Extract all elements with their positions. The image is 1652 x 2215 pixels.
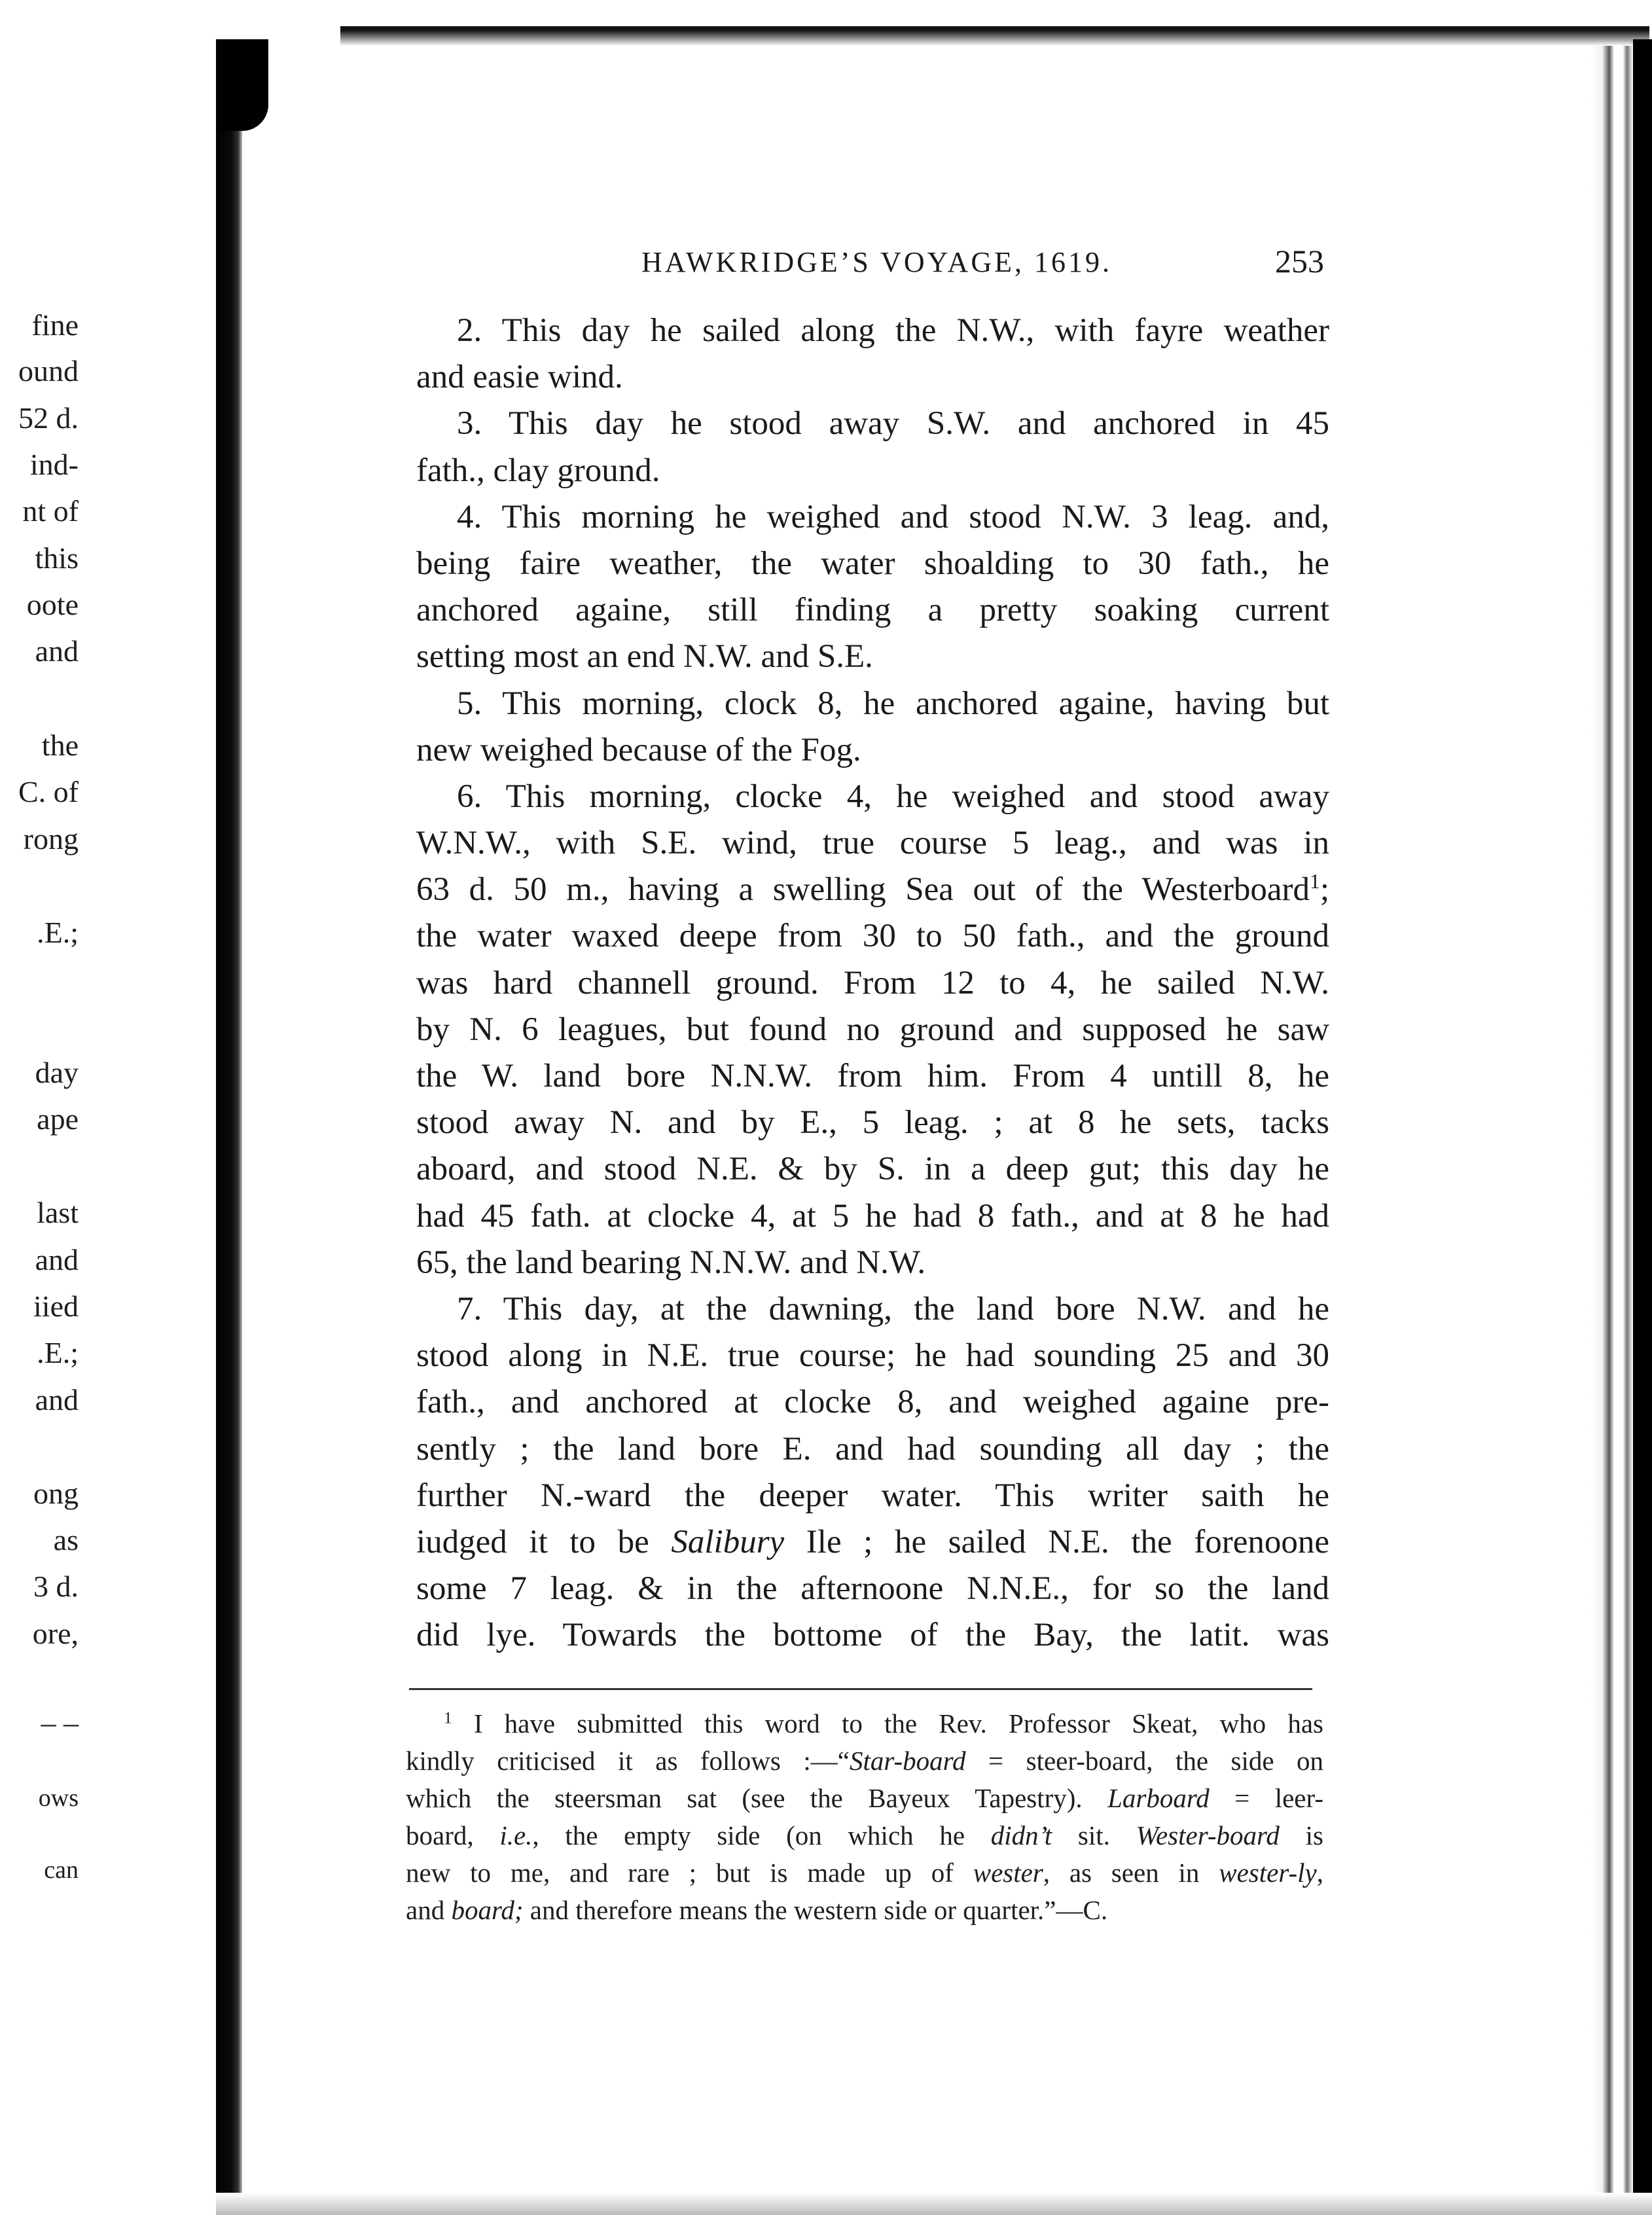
italic-run: board;: [451, 1895, 524, 1925]
footnote-line: [406, 1705, 1323, 1742]
text-run: W.N.W., with S.E. wind, true course 5 leag., and was in: [416, 825, 1329, 862]
text-line: [416, 1379, 1329, 1426]
text-run: , as seen in: [1043, 1858, 1219, 1888]
text-run: the water waxed deepe from 30 to 50 fath., and the ground: [416, 918, 1329, 955]
text-line: [416, 1240, 1329, 1286]
text-line: [416, 587, 1329, 634]
previous-page-line: ore,: [32, 1617, 79, 1650]
text-line: [416, 1053, 1329, 1100]
footnote-line: [406, 1780, 1323, 1817]
footnote-number: 1: [444, 1708, 452, 1727]
text-run: = leer-: [1209, 1783, 1323, 1813]
previous-page-line: 3 d.: [33, 1570, 79, 1603]
previous-page-line: ound: [18, 354, 79, 387]
text-run: setting most an end N.W. and S.E.: [416, 638, 873, 675]
text-run: being faire weather, the water shoalding to 30 fath., he: [416, 545, 1329, 582]
text-run: some 7 leag. & in the afternoone N.N.E., for so the land: [416, 1570, 1329, 1608]
previous-page-line: last: [37, 1196, 79, 1229]
text-line: [416, 913, 1329, 960]
footnote-line: [406, 1854, 1323, 1892]
text-run: new weighed because of the Fog.: [416, 731, 861, 768]
running-head: HAWKRIDGE’S VOYAGE, 1619.: [641, 246, 1112, 278]
text-line: [416, 867, 1329, 913]
text-run: ,: [1316, 1858, 1323, 1888]
text-run: the W. land bore N.N.W. from him. From 4 untill 8, he: [416, 1058, 1329, 1094]
footnote-line: [406, 1742, 1323, 1780]
italic-run: Larboard: [1107, 1783, 1210, 1813]
previous-page-line: this: [35, 541, 79, 575]
text-line: [416, 1333, 1329, 1379]
text-run: anchored againe, still finding a pretty soaking current: [416, 592, 1329, 629]
text-run: 2. This day he sailed along the N.W., with fayre weather: [457, 312, 1329, 349]
text-line: [416, 1473, 1329, 1519]
text-run: iudged it to be: [416, 1523, 672, 1560]
previous-page-line: as: [53, 1523, 79, 1557]
page-top-shadow: [340, 26, 1649, 46]
previous-page-line: .E.;: [37, 916, 79, 949]
text-run: and: [406, 1895, 452, 1925]
previous-page-line: ows: [38, 1784, 79, 1812]
text-line: [416, 960, 1329, 1007]
previous-page-line: and: [35, 1383, 79, 1416]
text-line: [416, 494, 1329, 541]
previous-page-line: and: [35, 1243, 79, 1276]
previous-page-line: day: [35, 1056, 79, 1089]
page-bottom-shadow: [216, 2193, 1652, 2215]
text-run: 5. This morning, clock 8, he anchored againe, having but: [457, 685, 1329, 722]
text-line: [416, 820, 1329, 867]
text-line: [416, 354, 1329, 401]
text-line: [416, 448, 1329, 494]
text-run: had 45 fath. at clocke 4, at 5 he had 8 fath., and at 8 he had: [416, 1197, 1329, 1234]
previous-page-line: ong: [33, 1477, 79, 1510]
gutter-corner: [216, 39, 268, 131]
text-run: further N.-ward the deeper water. This writer saith he: [416, 1477, 1329, 1514]
previous-page-edge: [0, 0, 226, 2215]
text-run: 6. This morning, clocke 4, he weighed and stood away: [457, 778, 1329, 815]
text-run: and therefore means the western side or quarter.”—C.: [523, 1895, 1108, 1925]
text-run: fath., clay ground.: [416, 452, 660, 489]
previous-page-line: ape: [37, 1102, 79, 1136]
text-line: [416, 401, 1329, 447]
text-line: [416, 1146, 1329, 1193]
text-line: [416, 541, 1329, 587]
italic-run: wester: [973, 1858, 1043, 1888]
text-run: which the steersman sat (see the Bayeux Tapestry).: [406, 1783, 1108, 1813]
book-gutter: [216, 46, 242, 2206]
text-run: I have submitted this word to the Rev. Professor Skeat, who has: [452, 1708, 1323, 1738]
text-run: by N. 6 leagues, but found no ground and supposed he saw: [416, 1011, 1329, 1048]
footnote-line: [406, 1817, 1323, 1854]
italic-run: i.e.: [499, 1820, 533, 1850]
previous-page-line: nt of: [22, 494, 79, 528]
previous-page-line: .E.;: [37, 1336, 79, 1369]
text-run: = steer-board, the side on: [965, 1746, 1323, 1776]
text-run: fath., and anchored at clocke 8, and weighed againe pre-: [416, 1384, 1329, 1421]
text-line: [416, 681, 1329, 727]
italic-run: wester-ly: [1219, 1858, 1317, 1888]
previous-page-line: iied: [33, 1289, 79, 1323]
text-run: and easie wind.: [416, 359, 623, 396]
text-run: stood away N. and by E., 5 leag. ; at 8 he sets, tacks: [416, 1104, 1329, 1142]
previous-page-line: – –: [41, 1706, 79, 1739]
text-run: was hard channell ground. From 12 to 4, he sailed N.W.: [416, 964, 1329, 1001]
footnote-line: [406, 1892, 1323, 1929]
text-line: [416, 1193, 1329, 1240]
text-run: ;: [1320, 871, 1329, 909]
previous-page-line: oote: [26, 588, 79, 621]
previous-page-line: 52 d.: [18, 401, 79, 435]
text-line: [416, 1426, 1329, 1473]
text-line: [416, 727, 1329, 774]
text-line: [416, 1286, 1329, 1333]
previous-page-line: C. of: [18, 775, 79, 808]
text-line: [416, 308, 1329, 354]
text-run: , the empty side (on which he: [532, 1820, 991, 1850]
text-run: new to me, and rare ; but is made up of: [406, 1858, 973, 1888]
italic-run: Star-board: [849, 1746, 966, 1776]
text-run: 3. This day he stood away S.W. and anchored in 45: [457, 405, 1329, 442]
text-line: [416, 1566, 1329, 1612]
text-run: aboard, and stood N.E. & by S. in a deep gut; this day he: [416, 1151, 1329, 1188]
previous-page-line: ind-: [29, 448, 79, 481]
text-line: [416, 1100, 1329, 1146]
italic-run: Wester-board: [1136, 1820, 1280, 1850]
text-run: 63 d. 50 m., having a swelling Sea out of the Westerboard: [416, 871, 1310, 909]
scan-border: [1633, 39, 1652, 2215]
previous-page-line: the: [41, 729, 79, 762]
text-run: is: [1279, 1820, 1323, 1850]
text-run: kindly criticised it as follows :—“: [406, 1746, 850, 1776]
previous-page-line: rong: [23, 822, 79, 855]
previous-page-line: fine: [31, 308, 79, 342]
text-line: [416, 1519, 1329, 1566]
text-line: [416, 634, 1329, 680]
previous-page-line: and: [35, 634, 79, 668]
text-run: 65, the land bearing N.N.W. and N.W.: [416, 1244, 926, 1281]
body-text: [416, 308, 1329, 1659]
italic-run: Salibury: [671, 1523, 785, 1560]
page-number: 253: [1275, 243, 1324, 279]
previous-page-line: can: [44, 1856, 79, 1884]
text-run: did lye. Towards the bottome of the Bay, the latit. was: [416, 1617, 1329, 1654]
text-line: [416, 774, 1329, 820]
text-line: [416, 1007, 1329, 1053]
text-run: 7. This day, at the dawning, the land bore N.W. and he: [457, 1290, 1329, 1327]
footnote-rule: [409, 1688, 1312, 1690]
footnote-marker: 1: [1310, 870, 1320, 893]
text-run: board,: [406, 1820, 500, 1850]
text-run: sently ; the land bore E. and had sounding all day ; the: [416, 1430, 1329, 1468]
text-run: sit.: [1052, 1820, 1136, 1850]
text-run: Ile ; he sailed N.E. the forenoone: [784, 1523, 1329, 1560]
text-run: 4. This morning he weighed and stood N.W. 3 leag. and,: [457, 498, 1329, 535]
text-run: stood along in N.E. true course; he had sounding 25 and 30: [416, 1337, 1329, 1375]
text-line: [416, 1612, 1329, 1659]
footnote: [406, 1705, 1323, 1929]
italic-run: didn’t: [990, 1820, 1052, 1850]
